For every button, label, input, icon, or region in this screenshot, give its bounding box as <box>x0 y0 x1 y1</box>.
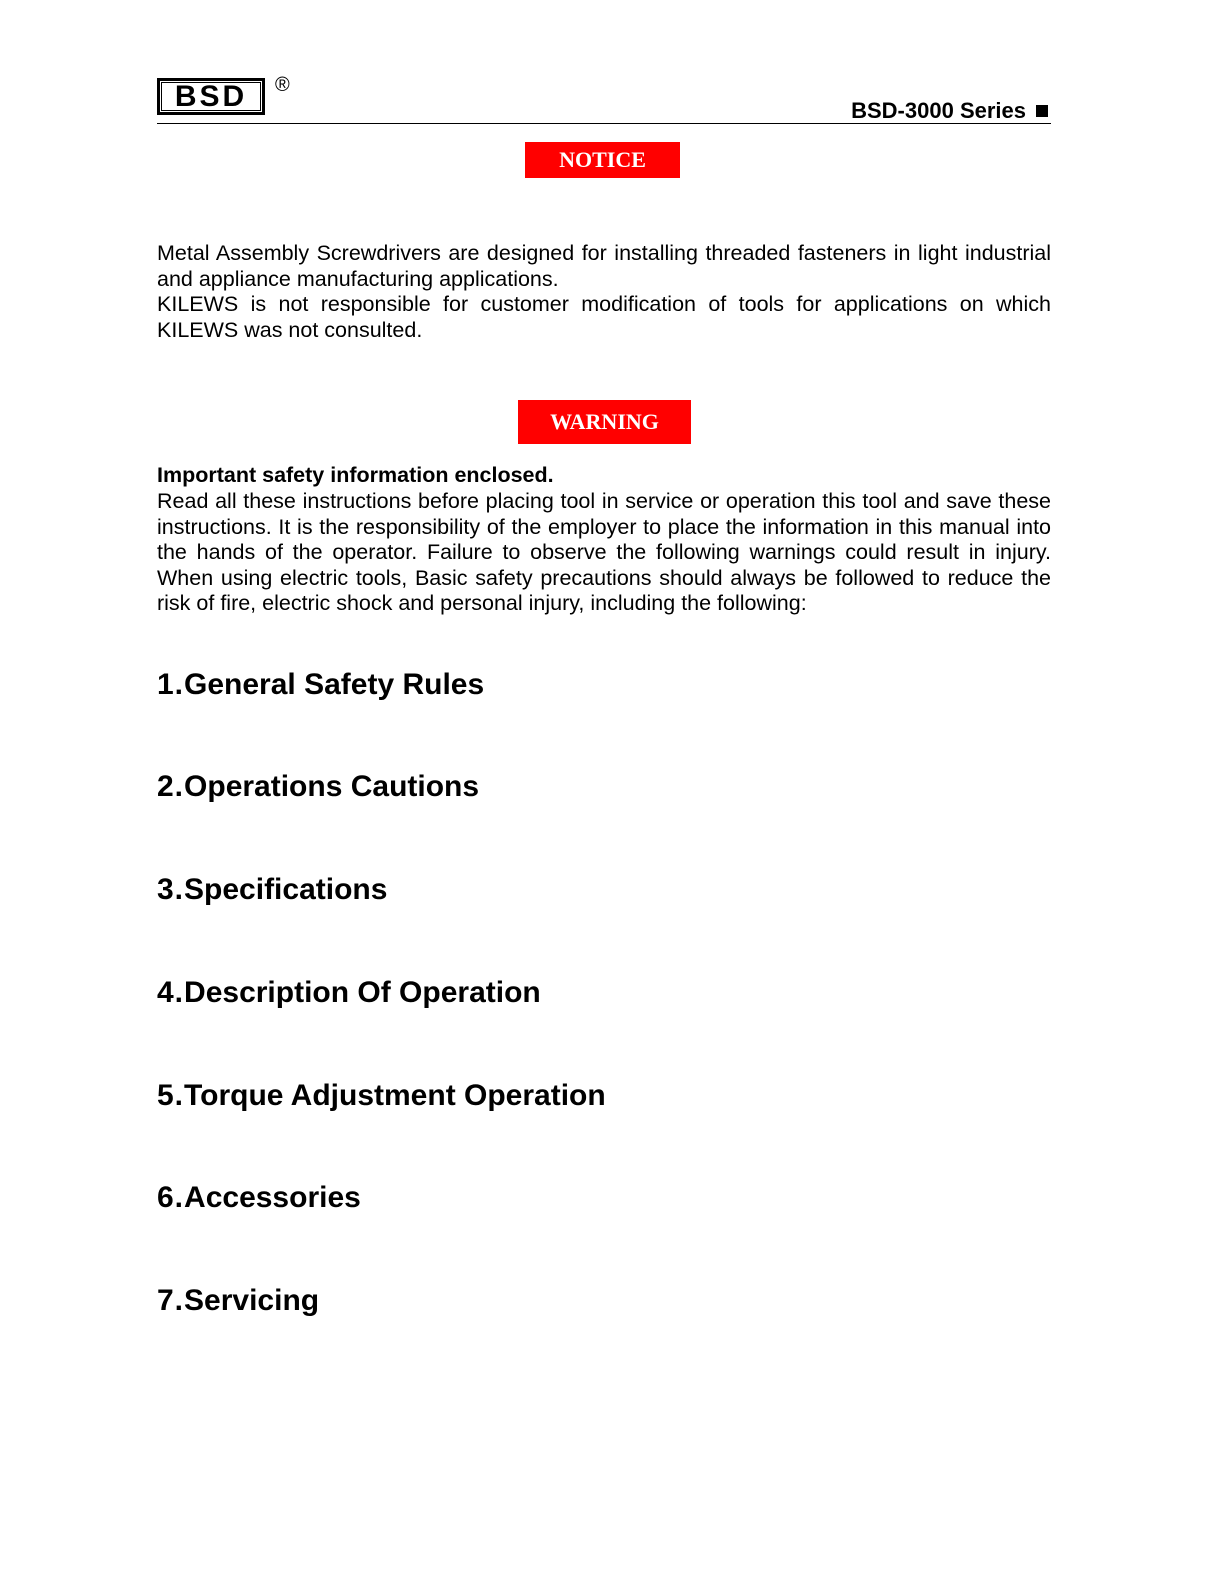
toc-number: 4. <box>157 976 185 1009</box>
toc-title: Accessories <box>184 1181 361 1214</box>
toc-number: 5. <box>157 1079 185 1112</box>
toc-number: 1. <box>157 668 185 701</box>
logo-text: BSD <box>161 82 261 111</box>
toc-number: 3. <box>157 873 185 906</box>
toc-item-torque-adjustment-operation <box>157 1079 606 1113</box>
warning-label: WARNING <box>518 400 691 444</box>
toc-title: Description Of Operation <box>184 976 541 1009</box>
notice-paragraph-1: Metal Assembly Screwdrivers are designed for installing threaded fasteners in light industrial and appliance manufacturing applications. <box>157 241 1051 291</box>
warning-heading: Important safety information enclosed. <box>157 463 554 487</box>
toc-title: Specifications <box>184 873 388 906</box>
registered-mark: ® <box>275 74 290 96</box>
warning-body: Read all these instructions before placing tool in service or operation this tool and save these instructions. It is the responsibility of the employer to place the information in this manual into the hands of the operator. Failure to observe the following warnings could result in injury. When using electric tools, Basic safety precautions should always be followed to reduce the risk of fire, electric shock and personal injury, including the following: <box>157 489 1051 615</box>
square-bullet-icon <box>1036 105 1048 117</box>
notice-label: NOTICE <box>525 142 680 178</box>
toc-item-description-of-operation <box>157 976 541 1010</box>
document-page <box>157 0 1051 1582</box>
toc-title: Torque Adjustment Operation <box>184 1079 606 1112</box>
bsd-logo <box>157 78 265 115</box>
toc-item-general-safety-rules <box>157 668 484 702</box>
notice-paragraph-2: KILEWS is not responsible for customer modification of tools for applications on which KILEWS was not consulted. <box>157 292 1051 342</box>
toc-item-specifications <box>157 873 387 907</box>
toc-title: General Safety Rules <box>184 668 485 701</box>
series-title <box>851 99 1051 123</box>
toc-item-servicing <box>157 1284 319 1318</box>
page-header <box>157 75 1051 124</box>
toc-number: 7. <box>157 1284 185 1317</box>
toc-title: Servicing <box>184 1284 320 1317</box>
toc-item-operations-cautions <box>157 770 479 804</box>
toc-title: Operations Cautions <box>184 770 480 803</box>
series-title-text: BSD-3000 Series <box>851 98 1026 123</box>
toc-item-accessories <box>157 1181 361 1215</box>
toc-number: 6. <box>157 1181 185 1214</box>
toc-number: 2. <box>157 770 185 803</box>
